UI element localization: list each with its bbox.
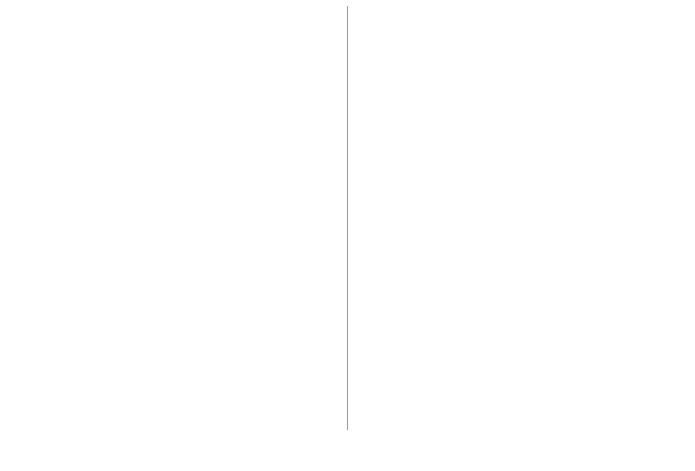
article-line [354, 290, 692, 305]
article-line [354, 365, 692, 380]
article-line [4, 33, 342, 48]
article-line [4, 365, 342, 380]
article-line [354, 229, 692, 244]
article-line [4, 275, 342, 290]
article-line [4, 350, 342, 365]
article-line [354, 214, 692, 229]
article-line [4, 456, 342, 471]
column-divider [347, 6, 348, 430]
article-line [354, 245, 692, 260]
article-line [354, 139, 692, 154]
article-line [4, 426, 342, 441]
article-line [4, 124, 342, 139]
article-line [354, 78, 692, 93]
article-line [354, 380, 692, 395]
article-line [354, 63, 692, 78]
article-line [354, 124, 692, 139]
article-line [4, 395, 342, 410]
article-column-left [4, 3, 342, 471]
article-line [354, 411, 692, 426]
article-line [4, 154, 342, 169]
article-line [354, 305, 692, 320]
article-line [354, 169, 692, 184]
article-line [354, 18, 692, 33]
article-line [4, 245, 342, 260]
article-line [4, 380, 342, 395]
article-line [4, 94, 342, 109]
article-line [4, 199, 342, 214]
article-line [4, 214, 342, 229]
article-paragraph [4, 441, 342, 471]
article-line [354, 184, 692, 199]
article-line [354, 109, 692, 124]
article-line [4, 3, 342, 18]
article-line [4, 109, 342, 124]
article-line [4, 169, 342, 184]
article-line [4, 48, 342, 63]
article-line [4, 335, 342, 350]
article-line [354, 335, 692, 350]
article-paragraph [354, 184, 692, 456]
article-line [4, 139, 342, 154]
article-line [354, 48, 692, 63]
article-line [354, 275, 692, 290]
article-line [4, 78, 342, 93]
article-line [4, 18, 342, 33]
article-line [354, 426, 692, 441]
article-line [354, 199, 692, 214]
article-paragraph [354, 3, 692, 33]
article-line [354, 260, 692, 275]
article-line [4, 184, 342, 199]
article-line [4, 320, 342, 335]
article-line [4, 441, 342, 456]
article-line [4, 411, 342, 426]
article-column-right [354, 3, 692, 456]
article-line [4, 305, 342, 320]
article-line [354, 33, 692, 48]
article-line [354, 395, 692, 410]
article-line [4, 260, 342, 275]
article-paragraph [4, 335, 342, 441]
article-line [4, 229, 342, 244]
article-line [354, 154, 692, 169]
article-line [4, 63, 342, 78]
article-paragraph [4, 33, 342, 93]
article-line [354, 350, 692, 365]
article-line [354, 94, 692, 109]
article-line [354, 441, 692, 456]
article-line [354, 320, 692, 335]
article-line [4, 290, 342, 305]
article-paragraph [4, 94, 342, 336]
article-paragraph [4, 3, 342, 33]
article-line [354, 3, 692, 18]
article-paragraph [354, 33, 692, 184]
